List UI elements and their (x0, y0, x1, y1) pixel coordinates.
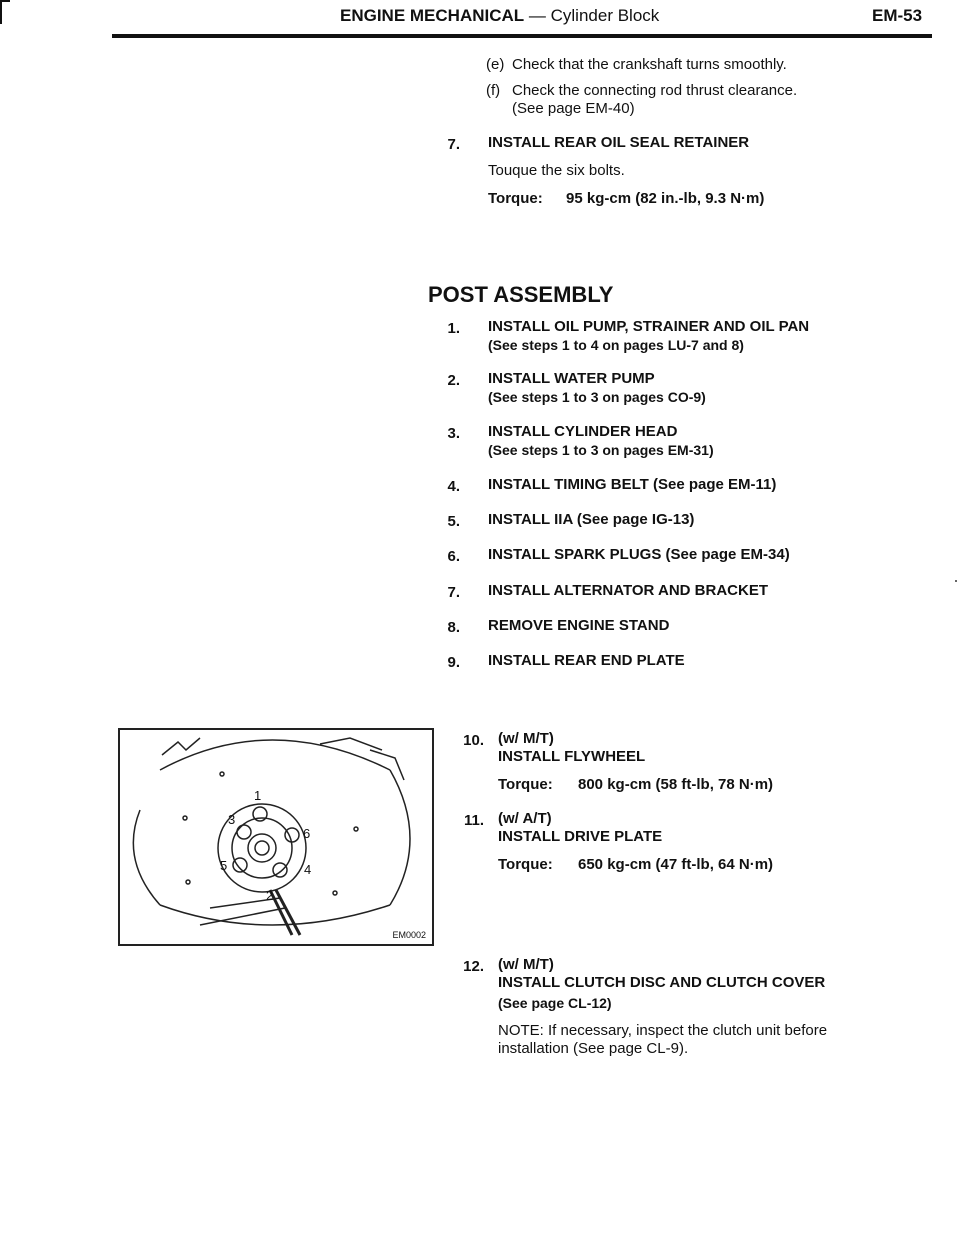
item12-cond: (w/ M/T) (498, 956, 554, 973)
post-item-num: 1. (447, 320, 460, 337)
post-item-title: INSTALL WATER PUMP (488, 370, 655, 387)
bolt-label-5: 5 (220, 858, 228, 873)
post-item-num: 8. (447, 619, 460, 636)
step7-text: Touque the six bolts. (488, 162, 625, 179)
post-assembly-heading: POST ASSEMBLY (428, 282, 614, 307)
figure-code: EM0002 (392, 930, 426, 940)
bolt-label-2: 2 (266, 888, 274, 903)
bolt-label-4: 4 (304, 862, 312, 877)
flywheel-bolt-sequence-figure (118, 728, 434, 946)
item11-cond: (w/ A/T) (498, 810, 552, 827)
step7-torque-label: Torque: (488, 190, 543, 207)
scan-speck (955, 580, 957, 582)
post-item-title: INSTALL OIL PUMP, STRAINER AND OIL PAN (488, 318, 810, 335)
item12-note-line2: installation (See page CL-9). (498, 1040, 689, 1057)
post-item-num: 3. (447, 425, 460, 442)
item10-torque-value: 800 kg-cm (58 ft-lb, 78 N·m) (578, 776, 774, 793)
post-item-num: 4. (447, 478, 460, 495)
step-e-label: (e) (486, 56, 505, 73)
post-item-num: 11. (463, 812, 484, 829)
item11-torque-label: Torque: (498, 856, 553, 873)
post-item-title: INSTALL IIA (See page IG-13) (488, 511, 695, 528)
item11-torque-value: 650 kg-cm (47 ft-lb, 64 N·m) (578, 856, 774, 873)
bolt-label-6: 6 (303, 826, 311, 841)
post-item-num: 2. (447, 372, 460, 389)
post-item-sub: (See steps 1 to 4 on pages LU-7 and 8) (488, 337, 744, 353)
post-item-title: REMOVE ENGINE STAND (488, 617, 670, 634)
running-header: ENGINE MECHANICAL — Cylinder Block (340, 6, 660, 25)
step7-num: 7. (447, 136, 460, 153)
step-f-label: (f) (486, 82, 501, 99)
post-item-sub: (See steps 1 to 3 on pages EM-31) (488, 442, 714, 458)
step7-torque-value: 95 kg-cm (82 in.-lb, 9.3 N·m) (566, 190, 765, 207)
bolt-label-3: 3 (228, 812, 236, 827)
post-item-num: 9. (447, 654, 460, 671)
post-item-num: 7. (447, 584, 460, 601)
item10-title: INSTALL FLYWHEEL (498, 748, 646, 765)
post-item-title: INSTALL CYLINDER HEAD (488, 423, 678, 440)
item10-cond: (w/ M/T) (498, 730, 554, 747)
post-item-sub: (See steps 1 to 3 on pages CO-9) (488, 389, 706, 405)
step-e-text: Check that the crankshaft turns smoothly. (512, 56, 787, 73)
post-item-num: 12. (463, 958, 484, 975)
bolt-label-1: 1 (254, 788, 262, 803)
header-rule (112, 34, 932, 38)
item11-title: INSTALL DRIVE PLATE (498, 828, 663, 845)
page-number: EM-53 (872, 6, 923, 25)
flywheel-illustration (120, 730, 432, 944)
step-f-text: Check the connecting rod thrust clearance. (512, 82, 798, 99)
post-item-title: INSTALL ALTERNATOR AND BRACKET (488, 582, 768, 599)
step7-title: INSTALL REAR OIL SEAL RETAINER (488, 134, 750, 151)
page-corner-mark (0, 0, 10, 24)
item10-torque-label: Torque: (498, 776, 553, 793)
post-item-title: INSTALL TIMING BELT (See page EM-11) (488, 476, 777, 493)
post-item-title: INSTALL SPARK PLUGS (See page EM-34) (488, 546, 790, 563)
step-f-ref: (See page EM-40) (512, 100, 635, 117)
item12-title: INSTALL CLUTCH DISC AND CLUTCH COVER (498, 974, 826, 991)
item12-sub: (See page CL-12) (498, 995, 612, 1011)
post-item-num: 6. (447, 548, 460, 565)
post-item-title: INSTALL REAR END PLATE (488, 652, 685, 669)
post-item-num: 10. (463, 732, 484, 749)
post-item-num: 5. (447, 513, 460, 530)
item12-note-line1: NOTE: If necessary, inspect the clutch unit before (498, 1022, 828, 1039)
